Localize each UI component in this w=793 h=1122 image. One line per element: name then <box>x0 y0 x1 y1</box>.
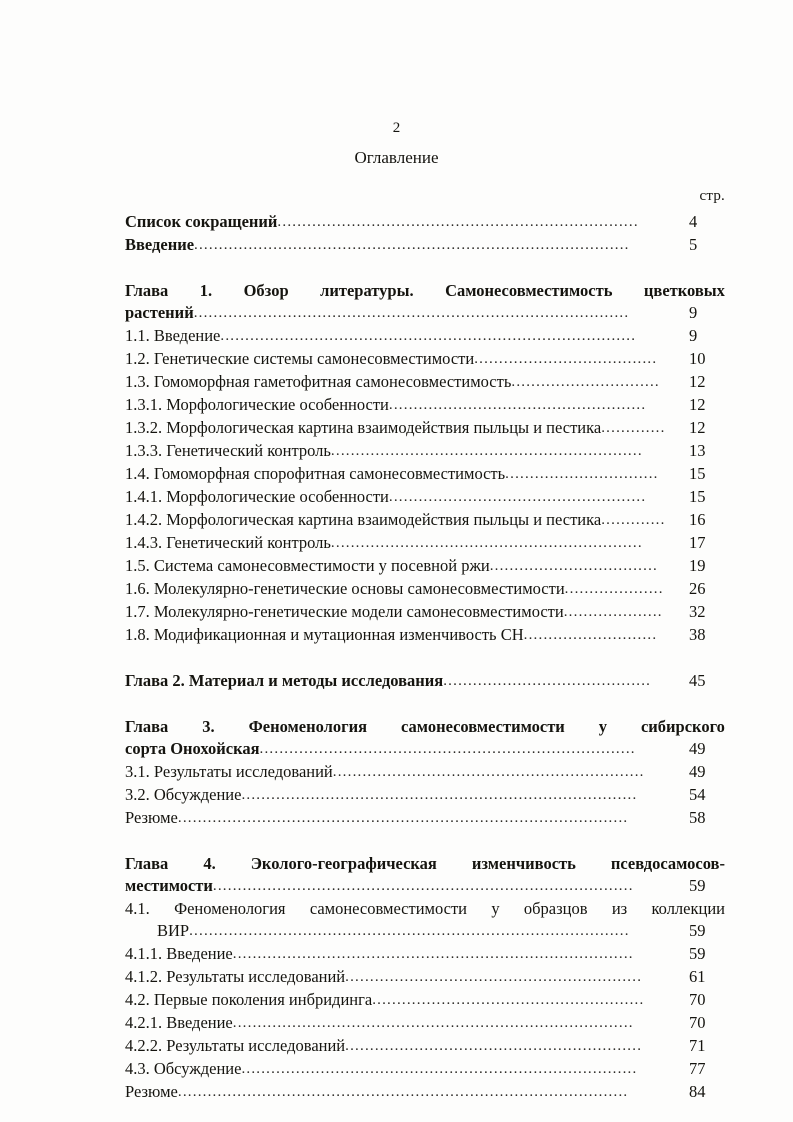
heading-word: литературы. <box>320 281 414 300</box>
toc-entry-label: 4.2.2. Результаты исследований <box>125 1036 346 1055</box>
entry-word: коллекции <box>651 899 725 918</box>
toc-entry[interactable] <box>125 1012 725 1035</box>
toc-section-chapter-1 <box>125 280 725 647</box>
heading-word: Обзор <box>243 281 289 300</box>
dot-leader: ........................................................................................... <box>177 810 629 826</box>
toc-entry-4-1-line-1[interactable] <box>125 898 725 920</box>
dot-leader: ............................................................ <box>345 1038 643 1054</box>
toc-entry-page: 49 <box>689 739 706 758</box>
entry-word: Феноменология <box>174 899 286 918</box>
chapter-3-heading-line-1[interactable] <box>125 716 725 738</box>
dot-leader: ............................... <box>505 466 659 482</box>
chapter-2-heading[interactable] <box>125 670 725 693</box>
heading-word: Эколого-географическая <box>250 854 437 873</box>
toc-entry-4-1-line-2[interactable] <box>125 920 725 943</box>
toc-entry[interactable] <box>125 989 725 1012</box>
toc-entry-label: 1.8. Модификационная и мутационная изменчивость СН <box>125 625 524 644</box>
toc-entry-page: 59 <box>689 876 706 895</box>
toc-entry-label: растений <box>125 303 194 322</box>
dot-leader: ............................................................................ <box>259 741 636 757</box>
toc-entry[interactable] <box>125 624 725 647</box>
toc-entry-label: сорта Онохойская <box>125 739 260 758</box>
toc-section-chapter-2 <box>125 670 725 693</box>
dot-leader: ............................................................... <box>330 443 643 459</box>
toc-entry-label: 4.3. Обсуждение <box>125 1059 242 1078</box>
dot-leader: ................................................................................ <box>241 787 638 803</box>
toc-entry-label: ВИР <box>157 921 190 940</box>
toc-entry-label: Резюме <box>125 808 178 827</box>
toc-entry-label: 1.3.1. Морфологические особенности <box>125 395 389 414</box>
toc-entry[interactable] <box>125 966 725 989</box>
dot-leader: ........................................................................................ <box>193 305 630 321</box>
toc-entry[interactable] <box>125 417 725 440</box>
toc-entry-page: 15 <box>689 487 706 506</box>
toc-entry[interactable] <box>125 943 725 966</box>
page-folio: 2 <box>392 120 401 136</box>
dot-leader: ........................................................................................ <box>194 237 630 253</box>
dot-leader: ..................................................................................... <box>212 878 634 894</box>
chapter-3-entries <box>125 761 725 830</box>
toc-entry-page: 49 <box>689 762 706 781</box>
heading-word: Глава <box>125 717 169 736</box>
toc-entry-label: 1.4. Гомоморфная спорофитная самонесовместимость <box>125 464 506 483</box>
entry-word: образцов <box>523 899 588 918</box>
toc-entry-label: 4.2. Первые поколения инбридинга <box>125 990 373 1009</box>
toc-entry-page: 12 <box>689 418 706 437</box>
toc-entry-label: 3.2. Обсуждение <box>125 785 242 804</box>
toc-entry-label: 1.5. Система самонесовместимости у посевной ржи <box>125 556 490 575</box>
toc-entry-page: 70 <box>689 990 706 1009</box>
toc-entry-page: 13 <box>689 441 706 460</box>
toc-entry[interactable] <box>125 463 725 486</box>
heading-word: псевдосамосов- <box>610 854 725 873</box>
toc-entry-label: Резюме <box>125 1082 178 1101</box>
toc-entry[interactable] <box>125 784 725 807</box>
toc-entry-page: 84 <box>689 1082 706 1101</box>
toc-entry-page: 70 <box>689 1013 706 1032</box>
dot-leader: ............. <box>601 420 666 436</box>
toc-section-front-matter <box>125 211 725 257</box>
toc-entry[interactable] <box>125 1035 725 1058</box>
toc-entry-label: 1.3. Гомоморфная гаметофитная самонесовместимость <box>125 372 512 391</box>
toc-entry-page: 15 <box>689 464 706 483</box>
toc-entry-page: 45 <box>689 671 706 690</box>
page-column-header: стр. <box>699 188 725 204</box>
toc-entry[interactable] <box>125 325 725 348</box>
chapter-4-heading-line-1[interactable] <box>125 853 725 875</box>
dot-leader: .............................. <box>511 374 660 390</box>
toc-entry-label: 1.2. Генетические системы самонесовместимости <box>125 349 475 368</box>
heading-word: самонесовместимости <box>401 717 565 736</box>
toc-entry[interactable] <box>125 211 725 234</box>
toc-entry[interactable] <box>125 394 725 417</box>
heading-word: Глава <box>125 854 169 873</box>
toc-entry-label: Глава 2. Материал и методы исследования <box>125 671 444 690</box>
heading-word: Феноменология <box>248 717 368 736</box>
heading-word: изменчивость <box>471 854 576 873</box>
dot-leader: ................................................................................. <box>232 1015 634 1031</box>
dot-leader: ....................................................... <box>372 992 645 1008</box>
toc-entry-label: 1.7. Молекулярно-генетические модели самонесовместимости <box>125 602 564 621</box>
toc-entry-page: 59 <box>689 944 706 963</box>
toc-entry[interactable] <box>125 440 725 463</box>
toc-entry[interactable] <box>125 1081 725 1104</box>
toc-entry-page: 58 <box>689 808 706 827</box>
dot-leader: ................................................................................. <box>232 946 634 962</box>
entry-word: у <box>491 899 500 918</box>
toc-entry-page: 17 <box>689 533 706 552</box>
dot-leader: ............................................................... <box>330 535 643 551</box>
dot-leader: ............. <box>601 512 666 528</box>
toc-entry-label: Список сокращений <box>125 212 278 231</box>
toc-entry-page: 19 <box>689 556 706 575</box>
toc-entry[interactable] <box>125 761 725 784</box>
toc-entry[interactable] <box>125 486 725 509</box>
entry-word: 4.1. <box>125 899 150 918</box>
chapter-3-heading-line-2[interactable] <box>125 738 725 761</box>
dot-leader: .................................. <box>489 558 658 574</box>
heading-word: Глава <box>125 281 169 300</box>
toc-section-chapter-3 <box>125 716 725 830</box>
toc-entry-label: 4.1.1. Введение <box>125 944 233 963</box>
dot-leader: ........................................................................................... <box>177 1084 629 1100</box>
toc-entry-label: 1.4.1. Морфологические особенности <box>125 487 389 506</box>
table-of-contents <box>125 188 725 1104</box>
heading-word: Самонесовместимость <box>445 281 613 300</box>
toc-entry-page: 10 <box>689 349 706 368</box>
toc-entry-label: 4.1.2. Результаты исследований <box>125 967 346 986</box>
toc-entry-page: 4 <box>689 212 698 231</box>
section-gap <box>125 647 725 670</box>
section-gap <box>125 693 725 716</box>
toc-entry-label: 1.4.2. Морфологическая картина взаимодействия пыльцы и пестика <box>125 510 602 529</box>
chapter-1-heading-line-2[interactable] <box>125 302 725 325</box>
dot-leader: .................................................................................... <box>220 328 637 344</box>
toc-entry-page: 9 <box>689 326 698 345</box>
toc-entry-page: 12 <box>689 395 706 414</box>
toc-entry-page: 9 <box>689 303 698 322</box>
toc-entry[interactable] <box>125 532 725 555</box>
toc-entry-page: 12 <box>689 372 706 391</box>
toc-entry-page: 5 <box>689 235 698 254</box>
heading-word: у <box>598 717 608 736</box>
toc-entry-page: 54 <box>689 785 706 804</box>
dot-leader: ............................................................ <box>345 969 643 985</box>
heading-word: 3. <box>202 717 215 736</box>
toc-entry-label: 3.1. Результаты исследований <box>125 762 333 781</box>
toc-entry[interactable] <box>125 348 725 371</box>
toc-entry-page: 71 <box>689 1036 706 1055</box>
toc-entry[interactable] <box>125 371 725 394</box>
toc-entry-label: 1.3.3. Генетический контроль <box>125 441 331 460</box>
section-gap <box>125 830 725 853</box>
dot-leader: .......................................... <box>443 673 652 689</box>
toc-entry[interactable] <box>125 601 725 624</box>
toc-entry-page: 77 <box>689 1059 706 1078</box>
dot-leader: .................................................... <box>388 397 647 413</box>
toc-entry[interactable] <box>125 555 725 578</box>
dot-leader: ..................................... <box>474 351 658 367</box>
toc-entry-page: 26 <box>689 579 706 598</box>
dot-leader: .................... <box>564 581 664 597</box>
toc-entry-page: 61 <box>689 967 706 986</box>
toc-entry-label: 1.3.2. Морфологическая картина взаимодействия пыльцы и пестика <box>125 418 602 437</box>
toc-entry-label: 1.1. Введение <box>125 326 221 345</box>
dot-leader: ................................................................................ <box>241 1061 638 1077</box>
toc-entry-label: 1.6. Молекулярно-генетические основы самонесовместимости <box>125 579 565 598</box>
toc-section-chapter-4 <box>125 853 725 1104</box>
toc-entry-page: 16 <box>689 510 706 529</box>
toc-entry-label: Введение <box>125 235 195 254</box>
entry-word: из <box>611 899 628 918</box>
entry-word: самонесовместимости <box>309 899 468 918</box>
toc-entry[interactable] <box>125 509 725 532</box>
toc-entry[interactable] <box>125 234 725 257</box>
chapter-1-entries <box>125 325 725 647</box>
chapter-4-entries <box>125 943 725 1104</box>
dot-leader: ............................................................... <box>332 764 645 780</box>
toc-entry-page: 32 <box>689 602 706 621</box>
toc-entry-page: 38 <box>689 625 706 644</box>
chapter-4-heading-line-2[interactable] <box>125 875 725 898</box>
dot-leader: ......................................................................... <box>277 214 639 230</box>
section-gap <box>125 257 725 280</box>
heading-word: 4. <box>203 854 216 873</box>
dot-leader: .................................................... <box>388 489 647 505</box>
toc-entry[interactable] <box>125 807 725 830</box>
toc-entry-label: 1.4.3. Генетический контроль <box>125 533 331 552</box>
toc-entry[interactable] <box>125 578 725 601</box>
heading-word: цветковых <box>643 281 725 300</box>
dot-leader: ........................... <box>523 627 658 643</box>
heading-word: 1. <box>199 281 213 300</box>
dot-leader: .................... <box>563 604 663 620</box>
dot-leader: ......................................................................................... <box>189 923 630 939</box>
toc-entry-label: 4.2.1. Введение <box>125 1013 233 1032</box>
toc-entry-page: 59 <box>689 921 706 940</box>
toc-entry-label: местимости <box>125 876 213 895</box>
heading-word: сибирского <box>640 717 725 736</box>
toc-entry[interactable] <box>125 1058 725 1081</box>
chapter-1-heading-line-1[interactable] <box>125 280 725 302</box>
page-title: Оглавление <box>354 148 439 167</box>
